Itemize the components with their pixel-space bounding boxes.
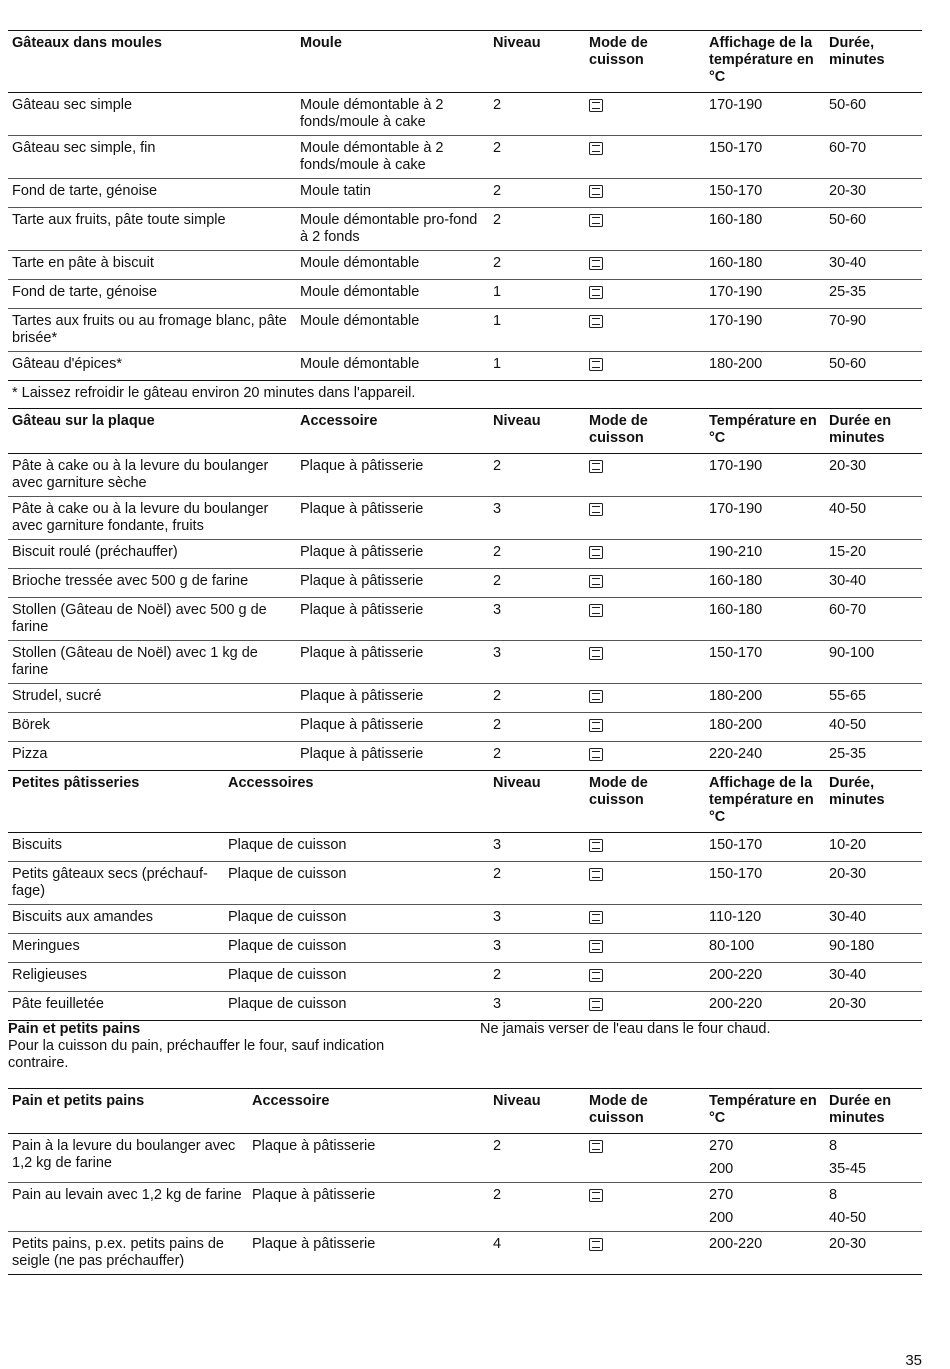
level-cell: 3 [493,938,502,954]
dish-cell: Pizza [12,746,48,762]
temperature-cell [705,1134,825,1183]
level-cell: 2 [493,97,502,113]
temperature-cell: 80-100 [709,938,755,954]
table-header-row [8,31,922,93]
table-header-row [8,1089,922,1134]
table-row [8,713,922,742]
cooking-mode-cell [585,136,705,179]
cooking-mode-cell [585,742,705,771]
cell-value: 8 [829,1138,838,1154]
oven-top-bottom-heat-icon [589,142,603,155]
accessory-cell: Plaque à pâtisserie [252,1187,376,1203]
oven-top-bottom-heat-icon [589,748,603,761]
bread-info [8,1021,922,1081]
accessory-cell: Plaque de cuisson [228,996,347,1012]
cell-value: 270 [709,1138,734,1154]
dish-cell: Stollen (Gâteau de Noël) avec 500 g de farine [12,602,267,635]
accessory-cell: Plaque à pâtisserie [300,602,424,618]
level-cell: 1 [493,356,502,372]
temperature-cell: 160-180 [709,212,763,228]
cooking-mode-cell [585,992,705,1021]
oven-top-bottom-heat-icon [589,940,603,953]
table2-table [8,408,922,771]
oven-top-bottom-heat-icon [589,257,603,270]
temperature-cell: 160-180 [709,573,763,589]
accessory-cell: Moule démontable [300,356,420,372]
accessory-cell: Plaque à pâtisserie [300,544,424,560]
duration-cell: 20-30 [829,183,867,199]
cooking-mode-cell [585,641,705,684]
table-row [8,742,922,771]
temperature-cell: 200-220 [709,1236,763,1252]
temperature-cell: 150-170 [709,183,763,199]
oven-top-bottom-heat-icon [589,868,603,881]
column-header: Durée en minutes [829,1093,892,1126]
duration-cell: 15-20 [829,544,867,560]
table-row [8,833,922,862]
oven-top-bottom-heat-icon [589,719,603,732]
cell-value: 200 [709,1210,734,1226]
table-row [8,1134,922,1183]
accessory-cell: Plaque à pâtisserie [300,717,424,733]
accessory-cell: Plaque à pâtisserie [252,1138,376,1154]
column-header: Niveau [493,1093,541,1109]
level-cell: 2 [493,967,502,983]
column-header: Accessoire [252,1093,330,1109]
level-cell: 2 [493,183,502,199]
duration-cell: 30-40 [829,967,867,983]
table-row [8,93,922,136]
temperature-cell: 160-180 [709,255,763,271]
dish-cell: Pâte à cake ou à la levure du boulanger avec garniture sèche [12,458,269,491]
oven-top-bottom-heat-icon [589,214,603,227]
cooking-mode-cell [585,179,705,208]
accessory-cell: Plaque de cuisson [228,938,347,954]
dish-cell: Pâte feuilletée [12,996,104,1012]
column-header: Mode de cuisson [589,1093,648,1126]
table-row [8,540,922,569]
column-header: Niveau [493,35,541,51]
duration-cell [825,1183,922,1232]
dish-cell: Tarte aux fruits, pâte toute simple [12,212,226,228]
accessory-cell: Moule démontable [300,255,420,271]
duration-cell: 20-30 [829,1236,867,1252]
oven-top-bottom-heat-icon [589,185,603,198]
table-row [8,598,922,641]
duration-cell: 40-50 [829,501,867,517]
table-row [8,280,922,309]
cell-value: 35-45 [829,1161,867,1177]
cell-value: 8 [829,1187,838,1203]
duration-cell: 40-50 [829,717,867,733]
column-header: Affichage de la température en °C [709,35,814,85]
duration-cell: 55-65 [829,688,867,704]
table1-table [8,30,922,381]
level-cell: 3 [493,837,502,853]
level-cell: 2 [493,746,502,762]
duration-cell: 25-35 [829,746,867,762]
column-header: Mode de cuisson [589,413,648,446]
accessory-cell: Moule démontable à 2 fonds/moule à cake [300,140,444,173]
level-cell: 3 [493,602,502,618]
dish-cell: Religieuses [12,967,87,983]
oven-top-bottom-heat-icon [589,546,603,559]
duration-cell: 30-40 [829,573,867,589]
oven-top-bottom-heat-icon [589,315,603,328]
accessory-cell: Moule démontable [300,313,420,329]
temperature-cell: 190-210 [709,544,763,560]
level-cell: 1 [493,313,502,329]
accessory-cell: Plaque à pâtisserie [252,1236,376,1252]
dish-cell: Gâteau sec simple [12,97,133,113]
cooking-mode-cell [585,833,705,862]
temperature-cell: 200-220 [709,967,763,983]
column-header: Mode de cuisson [589,35,648,68]
accessory-cell: Plaque à pâtisserie [300,688,424,704]
table-row [8,309,922,352]
cooking-mode-cell [585,684,705,713]
level-cell: 1 [493,284,502,300]
accessory-cell: Plaque de cuisson [228,866,347,882]
level-cell: 2 [493,866,502,882]
dish-cell: Biscuit roulé (préchauffer) [12,544,178,560]
temperature-cell: 150-170 [709,837,763,853]
duration-cell: 50-60 [829,97,867,113]
dish-cell: Stollen (Gâteau de Noël) avec 1 kg de farine [12,645,258,678]
cooking-mode-cell [585,309,705,352]
oven-top-bottom-heat-icon [589,575,603,588]
column-header: Température en °C [709,413,817,446]
temperature-cell: 170-190 [709,313,763,329]
accessory-cell: Moule tatin [300,183,371,199]
column-header: Durée, minutes [829,35,885,68]
cooking-mode-cell [585,454,705,497]
accessory-cell: Plaque de cuisson [228,837,347,853]
level-cell: 3 [493,645,502,661]
page-number: 35 [905,1352,922,1369]
level-cell: 2 [493,140,502,156]
cooking-mode-cell [585,1183,705,1232]
table-row [8,684,922,713]
dish-cell: Petits pains, p.ex. petits pains de seigle (ne pas préchauffer) [12,1236,224,1269]
temperature-cell: 110-120 [709,909,762,925]
oven-top-bottom-heat-icon [589,911,603,924]
footnote: * Laissez refroidir le gâteau environ 20 minutes dans l'appareil. [12,385,416,401]
dish-cell: Strudel, sucré [12,688,102,704]
accessory-cell: Plaque à pâtisserie [300,645,424,661]
temperature-cell: 180-200 [709,356,763,372]
temperature-cell: 180-200 [709,717,763,733]
temperature-cell: 150-170 [709,866,763,882]
oven-top-bottom-heat-icon [589,358,603,371]
accessory-cell: Plaque à pâtisserie [300,573,424,589]
cooking-mode-cell [585,1134,705,1183]
level-cell: 2 [493,255,502,271]
level-cell: 3 [493,909,502,925]
table-row [8,963,922,992]
column-header: Durée, minutes [829,775,885,808]
table-row [8,454,922,497]
level-cell: 2 [493,1138,502,1154]
accessory-cell: Plaque à pâtisserie [300,501,424,517]
duration-cell: 20-30 [829,458,867,474]
oven-top-bottom-heat-icon [589,1189,603,1202]
temperature-cell: 180-200 [709,688,763,704]
column-header: Mode de cuisson [589,775,648,808]
dish-cell: Börek [12,717,50,733]
cooking-mode-cell [585,208,705,251]
accessory-cell: Plaque à pâtisserie [300,746,424,762]
level-cell: 3 [493,501,502,517]
level-cell: 3 [493,996,502,1012]
oven-top-bottom-heat-icon [589,969,603,982]
cooking-mode-cell [585,1232,705,1275]
temperature-cell: 200-220 [709,996,763,1012]
column-header: Gâteaux dans moules [12,35,162,51]
oven-top-bottom-heat-icon [589,1140,603,1153]
dish-cell: Petits gâteaux secs (préchauf-fage) [12,866,208,899]
duration-cell: 90-100 [829,645,875,661]
cooking-mode-cell [585,280,705,309]
oven-top-bottom-heat-icon [589,460,603,473]
oven-top-bottom-heat-icon [589,839,603,852]
temperature-cell: 170-190 [709,97,763,113]
dish-cell: Biscuits aux amandes [12,909,154,925]
table-row [8,862,922,905]
temperature-cell: 220-240 [709,746,763,762]
bread-section [8,1088,922,1275]
table-row [8,569,922,598]
duration-cell [825,1134,922,1183]
oven-top-bottom-heat-icon [589,503,603,516]
dish-cell: Gâteau d'épices* [12,356,122,372]
table-row [8,179,922,208]
oven-top-bottom-heat-icon [589,604,603,617]
dish-cell: Tartes aux fruits ou au fromage blanc, pâte brisée* [12,313,287,346]
cooking-mode-cell [585,713,705,742]
bread-info-note: Ne jamais verser de l'eau dans le four chaud. [480,1021,771,1037]
table-row [8,1183,922,1232]
table-row [8,1232,922,1275]
cooking-mode-cell [585,934,705,963]
cell-value: 270 [709,1187,734,1203]
table4-table [8,1088,922,1275]
table-row [8,934,922,963]
column-header: Petites pâtisseries [12,775,140,791]
dish-cell: Gâteau sec simple, fin [12,140,156,156]
table-row [8,136,922,179]
oven-top-bottom-heat-icon [589,99,603,112]
level-cell: 2 [493,717,502,733]
accessory-cell: Moule démontable pro-fond à 2 fonds [300,212,478,245]
table-row [8,497,922,540]
dish-cell: Fond de tarte, génoise [12,183,158,199]
column-header: Température en °C [709,1093,817,1126]
cooking-mode-cell [585,569,705,598]
duration-cell: 60-70 [829,602,867,618]
temperature-cell [705,1183,825,1232]
cooking-mode-cell [585,352,705,381]
temperature-cell: 170-190 [709,501,763,517]
column-header: Niveau [493,413,541,429]
table3-table [8,770,922,1021]
dish-cell: Pain au levain avec 1,2 kg de farine [12,1187,242,1203]
cooking-mode-cell [585,251,705,280]
table-row [8,251,922,280]
accessory-cell: Plaque à pâtisserie [300,458,424,474]
duration-cell: 30-40 [829,909,867,925]
duration-cell: 50-60 [829,212,867,228]
column-header: Durée en minutes [829,413,892,446]
level-cell: 4 [493,1236,502,1252]
cell-value: 200 [709,1161,734,1177]
cooking-mode-cell [585,905,705,934]
column-header: Affichage de la température en °C [709,775,814,825]
sheet-cakes-section [8,408,922,771]
duration-cell: 30-40 [829,255,867,271]
column-header: Accessoire [300,413,378,429]
level-cell: 2 [493,458,502,474]
oven-top-bottom-heat-icon [589,286,603,299]
temperature-cell: 170-190 [709,284,763,300]
level-cell: 2 [493,212,502,228]
table-row [8,352,922,381]
bread-info-text: Pour la cuisson du pain, préchauffer le four, sauf indication contraire. [8,1038,385,1071]
duration-cell: 70-90 [829,313,867,329]
table-header-row [8,409,922,454]
table-row [8,641,922,684]
accessory-cell: Plaque de cuisson [228,909,347,925]
cooking-mode-cell [585,497,705,540]
table-header-row [8,771,922,833]
accessory-cell: Plaque de cuisson [228,967,347,983]
level-cell: 2 [493,688,502,704]
cooking-mode-cell [585,963,705,992]
oven-top-bottom-heat-icon [589,647,603,660]
accessory-cell: Moule démontable à 2 fonds/moule à cake [300,97,444,130]
table-row [8,992,922,1021]
dish-cell: Pâte à cake ou à la levure du boulanger avec garniture fondante, fruits [12,501,269,534]
temperature-cell: 160-180 [709,602,763,618]
column-header: Gâteau sur la plaque [12,413,155,429]
duration-cell: 90-180 [829,938,875,954]
dish-cell: Meringues [12,938,80,954]
duration-cell: 60-70 [829,140,867,156]
bread-info-title: Pain et petits pains [8,1021,141,1037]
cooking-mode-cell [585,862,705,905]
temperature-cell: 150-170 [709,140,763,156]
accessory-cell: Moule démontable [300,284,420,300]
temperature-cell: 150-170 [709,645,763,661]
column-header: Moule [300,35,342,51]
oven-top-bottom-heat-icon [589,1238,603,1251]
duration-cell: 10-20 [829,837,867,853]
duration-cell: 50-60 [829,356,867,372]
duration-cell: 25-35 [829,284,867,300]
cakes-in-moulds-section [8,30,922,402]
small-pastries-section [8,770,922,1021]
dish-cell: Fond de tarte, génoise [12,284,158,300]
level-cell: 2 [493,1187,502,1203]
column-header: Pain et petits pains [12,1093,145,1109]
level-cell: 2 [493,544,502,560]
dish-cell: Brioche tressée avec 500 g de farine [12,573,249,589]
duration-cell: 20-30 [829,866,867,882]
dish-cell: Biscuits [12,837,62,853]
column-header: Accessoires [228,775,314,791]
column-header: Niveau [493,775,541,791]
duration-cell: 20-30 [829,996,867,1012]
oven-top-bottom-heat-icon [589,998,603,1011]
level-cell: 2 [493,573,502,589]
cooking-mode-cell [585,598,705,641]
bread-info-left [8,1021,438,1072]
temperature-cell: 170-190 [709,458,763,474]
cell-value: 40-50 [829,1210,867,1226]
table-row [8,905,922,934]
dish-cell: Pain à la levure du boulanger avec 1,2 kg de farine [12,1138,236,1171]
cooking-mode-cell [585,540,705,569]
cooking-mode-cell [585,93,705,136]
oven-top-bottom-heat-icon [589,690,603,703]
table-row [8,208,922,251]
dish-cell: Tarte en pâte à biscuit [12,255,154,271]
